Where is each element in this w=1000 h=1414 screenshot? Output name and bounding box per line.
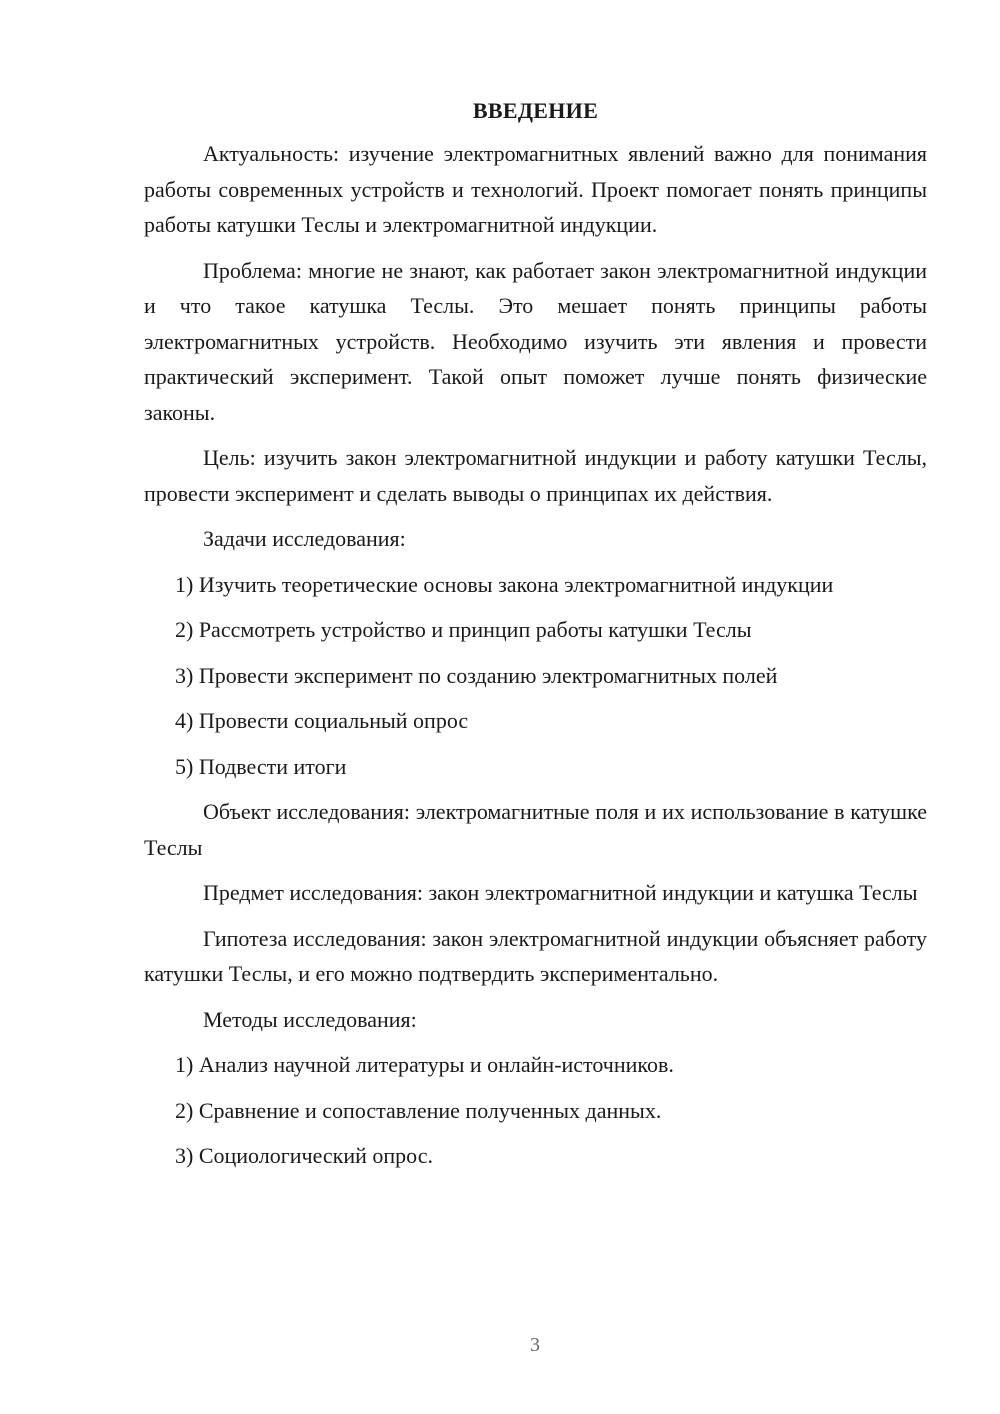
page-content bbox=[144, 96, 927, 1184]
list-item: 5) Подвести итоги bbox=[175, 753, 347, 779]
list-item: 1) Изучить теоретические основы закона электромагнитной индукции bbox=[175, 571, 834, 597]
tasks-heading: Задачи исследования: bbox=[203, 526, 406, 551]
list-item: 3) Провести эксперимент по созданию электромагнитных полей bbox=[175, 662, 778, 688]
list-item: 2) Сравнение и сопоставление полученных данных. bbox=[175, 1097, 662, 1123]
list-item: 4) Провести социальный опрос bbox=[175, 708, 469, 733]
relevance-paragraph: Актуальность: изучение электромагнитных явлений важно для понимания работы современных устройств и технологий. Проект помогает понять принципы работы катушки Теслы и электромагнитной индукции. bbox=[144, 141, 927, 237]
list-item: 1) Анализ научной литературы и онлайн-источников. bbox=[175, 1052, 674, 1077]
methods-heading: Методы исследования: bbox=[203, 1006, 417, 1032]
hypothesis-paragraph: Гипотеза исследования: закон электромагнитной индукции объясняет работу катушки Теслы, и его можно подтвердить экспериментально. bbox=[144, 925, 927, 986]
problem-paragraph: Проблема: многие не знают, как работает закон электромагнитной индукции и что такое катушка Теслы. Это мешает понять принципы работы электромагнитных устройств. Необходимо изучить эти явления и провести практический эксперимент. Такой опыт поможет лучше понять физические законы. bbox=[144, 257, 927, 425]
page-title: ВВЕДЕНИЕ bbox=[472, 98, 599, 123]
list-item: 3) Социологический опрос. bbox=[175, 1143, 433, 1168]
goal-paragraph: Цель: изучить закон электромагнитной индукции и работу катушки Теслы, провести эксперимент и сделать выводы о принципах их действия. bbox=[144, 445, 927, 506]
object-paragraph: Объект исследования: электромагнитные поля и их использование в катушке Теслы bbox=[144, 799, 927, 860]
page-number: 3 bbox=[530, 1334, 540, 1356]
list-item: 2) Рассмотреть устройство и принцип работы катушки Теслы bbox=[175, 617, 752, 642]
subject-paragraph: Предмет исследования: закон электромагнитной индукции и катушка Теслы bbox=[203, 880, 918, 905]
tasks-list bbox=[144, 567, 927, 785]
methods-list bbox=[144, 1047, 927, 1174]
